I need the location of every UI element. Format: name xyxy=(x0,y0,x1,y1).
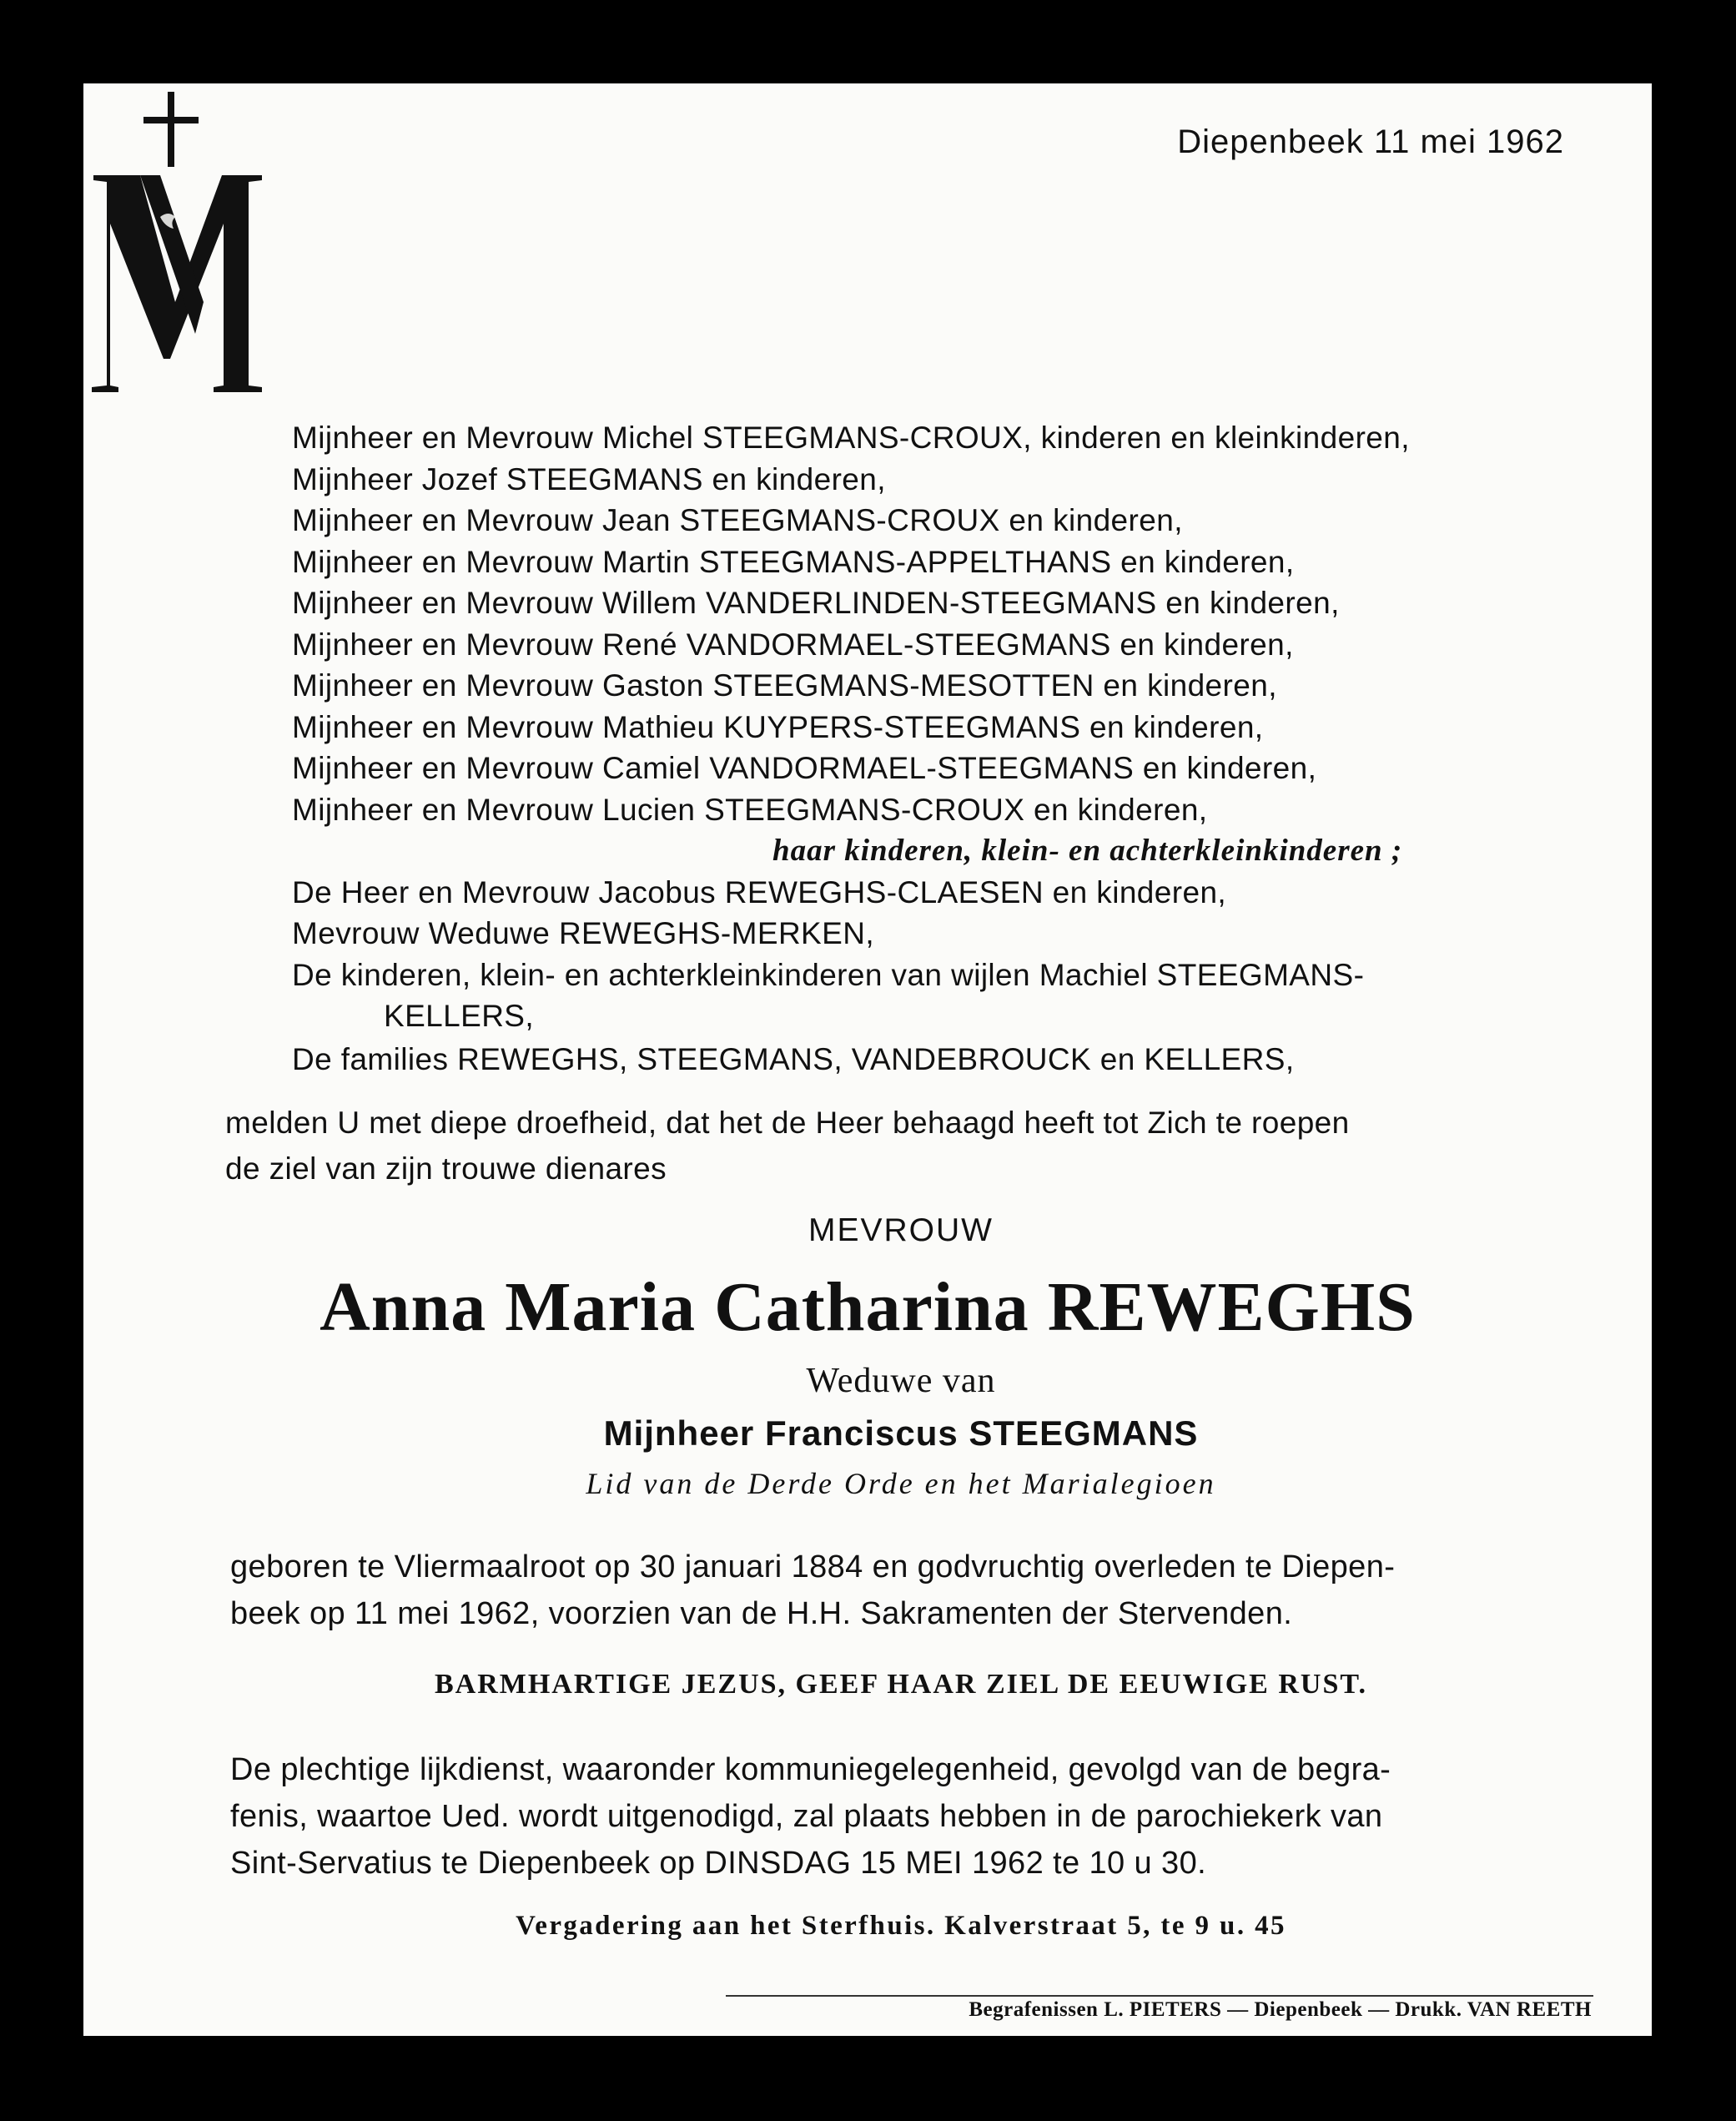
family-line: Mijnheer en Mevrouw Mathieu KUYPERS-STEEGMANS en kinderen, xyxy=(292,709,1264,744)
family-line: Mijnheer en Mevrouw Camiel VANDORMAEL-STEEGMANS en kinderen, xyxy=(292,751,1317,785)
widow-of-label: Weduwe van xyxy=(806,1362,996,1400)
cross-monogram-icon xyxy=(83,83,267,401)
announcement-line: melden U met diepe droefheid, dat het de Heer behaagd heeft tot Zich te roepen xyxy=(225,1106,1350,1140)
family-line: Mijnheer en Mevrouw Michel STEEGMANS-CROUX, kinderen en kleinkinderen, xyxy=(292,421,1410,455)
family-line: Mijnheer en Mevrouw Jean STEEGMANS-CROUX en kinderen, xyxy=(292,503,1183,537)
relative-line: De kinderen, klein- en achterkleinkinderen van wijlen Machiel STEEGMANS- xyxy=(292,957,1365,992)
gathering-line: Vergadering aan het Sterfhuis. Kalverstraat 5, te 9 u. 45 xyxy=(516,1911,1286,1941)
memorial-card xyxy=(83,83,1652,2036)
printer-credit: Begrafenissen L. PIETERS — Diepenbeek — Drukk. VAN REETH xyxy=(969,1998,1592,2021)
date-line: Diepenbeek 11 mei 1962 xyxy=(1177,123,1564,160)
family-line: Mijnheer en Mevrouw Martin STEEGMANS-APPELTHANS en kinderen, xyxy=(292,544,1295,579)
announcement-line: de ziel van zijn trouwe dienares xyxy=(225,1151,667,1186)
family-line: Mijnheer en Mevrouw Gaston STEEGMANS-MESOTTEN en kinderen, xyxy=(292,668,1277,703)
relative-line: De Heer en Mevrouw Jacobus REWEGHS-CLAESEN en kinderen, xyxy=(292,874,1227,909)
family-line: Mijnheer en Mevrouw René VANDORMAEL-STEEGMANS en kinderen, xyxy=(292,627,1294,662)
printer-divider xyxy=(726,1995,1593,1997)
family-line: Mijnheer en Mevrouw Willem VANDERLINDEN-STEEGMANS en kinderen, xyxy=(292,586,1340,620)
prayer-line: BARMHARTIGE JEZUS, GEEF HAAR ZIEL DE EEUWIGE RUST. xyxy=(434,1669,1368,1700)
children-summary-line: haar kinderen, klein- en achterkleinkinderen ; xyxy=(772,834,1403,868)
service-line: fenis, waartoe Ued. wordt uitgenodigd, zal plaats hebben in de parochiekerk van xyxy=(230,1799,1383,1834)
husband-name: Mijnheer Franciscus STEEGMANS xyxy=(603,1413,1199,1453)
funeral-service-paragraph xyxy=(230,1746,1391,1887)
deceased-name: Anna Maria Catharina REWEGHS xyxy=(320,1268,1416,1346)
deceased-title: MEVROUW xyxy=(808,1212,994,1248)
birth-death-paragraph xyxy=(230,1544,1395,1637)
announcement-text xyxy=(225,1100,1350,1191)
service-line: De plechtige lijkdienst, waaronder kommuniegelegenheid, gevolgd van de begra- xyxy=(230,1752,1391,1787)
birth-death-line: beek op 11 mei 1962, voorzien van de H.H. Sakramenten der Stervenden. xyxy=(230,1596,1293,1631)
membership-line: Lid van de Derde Orde en het Marialegioen xyxy=(586,1467,1216,1500)
relative-line: Mevrouw Weduwe REWEGHS-MERKEN, xyxy=(292,916,875,950)
relative-line-continuation: KELLERS, xyxy=(384,999,535,1033)
service-line: Sint-Servatius te Diepenbeek op DINSDAG 15 MEI 1962 te 10 u 30. xyxy=(230,1846,1207,1881)
bereaved-family-list xyxy=(292,417,1410,1080)
birth-death-line: geboren te Vliermaalroot op 30 januari 1884 en godvruchtig overleden te Diepen- xyxy=(230,1549,1396,1584)
families-names-line: De families REWEGHS, STEEGMANS, VANDEBROUCK en KELLERS, xyxy=(292,1041,1295,1076)
family-line: Mijnheer en Mevrouw Lucien STEEGMANS-CROUX en kinderen, xyxy=(292,792,1208,827)
family-line: Mijnheer Jozef STEEGMANS en kinderen, xyxy=(292,461,886,496)
